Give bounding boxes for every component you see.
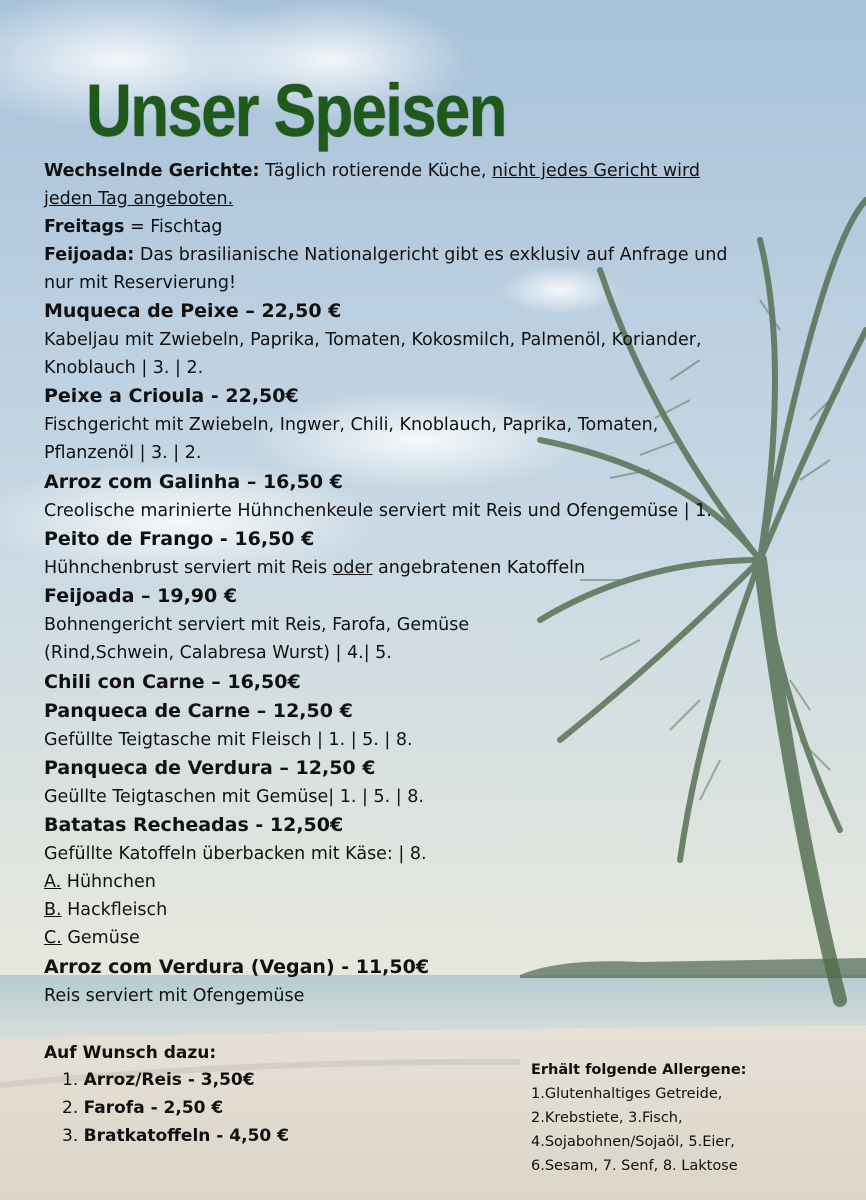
batatas-option-a <box>44 868 156 896</box>
intro-wechsel-line1 <box>44 157 700 185</box>
freitags-text: = Fischtag <box>130 217 223 237</box>
side-item-label: Arroz/Reis - 3,50€ <box>83 1070 255 1090</box>
allergen-line: 1.Glutenhaltiges Getreide, <box>531 1086 723 1102</box>
wechsel-note-line1: nicht jedes Gericht wird <box>492 161 701 181</box>
dish-desc-batatas: Gefüllte Katoffeln überbacken mit Käse: | 8. <box>44 844 427 864</box>
allergen-line: 2.Krebstiete, 3.Fisch, <box>531 1110 683 1126</box>
option-a-key: A. <box>44 872 62 892</box>
wechsel-note-line2: jeden Tag angeboten. <box>44 189 234 209</box>
side-item-3 <box>62 1126 289 1146</box>
side-item-1 <box>62 1070 255 1090</box>
dish-desc-feijoada-1: Bohnengericht serviert mit Reis, Farofa, Gemüse <box>44 615 470 635</box>
intro-feijoada-line1 <box>44 241 727 269</box>
dish-desc-crioula-2: Pflanzenöl | 3. | 2. <box>44 443 202 463</box>
dish-desc-galinha: Creolische marinierte Hühnchenkeule serviert mit Reis und Ofengemüse | 1. <box>44 501 712 521</box>
sides-heading: Auf Wunsch dazu: <box>44 1043 217 1063</box>
option-b-key: B. <box>44 900 62 920</box>
dish-title-muqueca: Muqueca de Peixe – 22,50 € <box>44 300 342 322</box>
wechsel-label: Wechselnde Gerichte: <box>44 161 260 181</box>
dish-desc-crioula-1: Fischgericht mit Zwiebeln, Ingwer, Chili, Knoblauch, Paprika, Tomaten, <box>44 415 659 435</box>
dish-desc-panqueca-carne: Gefüllte Teigtasche mit Fleisch | 1. | 5. | 8. <box>44 730 413 750</box>
dish-title-verdura: Arroz com Verdura (Vegan) - 11,50€ <box>44 956 430 978</box>
dish-desc-panqueca-verdura: Geüllte Teigtaschen mit Gemüse| 1. | 5. | 8. <box>44 787 424 807</box>
side-item-num: 3. <box>62 1126 79 1146</box>
dish-desc-muqueca-1: Kabeljau mit Zwiebeln, Paprika, Tomaten, Kokosmilch, Palmenöl, Koriander, <box>44 330 702 350</box>
dish-title-feijoada: Feijoada – 19,90 € <box>44 585 238 607</box>
allergen-line: 4.Sojabohnen/Sojaöl, 5.Eier, <box>531 1134 735 1150</box>
dish-title-crioula: Peixe a Crioula - 22,50€ <box>44 385 299 407</box>
batatas-option-b <box>44 896 167 924</box>
side-item-2 <box>62 1098 223 1118</box>
dish-desc-muqueca-2: Knoblauch | 3. | 2. <box>44 358 204 378</box>
allergen-line: 6.Sesam, 7. Senf, 8. Laktose <box>531 1158 738 1174</box>
dish-title-galinha: Arroz com Galinha – 16,50 € <box>44 471 343 493</box>
intro-feijoada-line2: nur mit Reservierung! <box>44 273 236 293</box>
side-item-num: 1. <box>62 1070 79 1090</box>
intro-wechsel-line2 <box>44 185 233 213</box>
side-item-num: 2. <box>62 1098 79 1118</box>
wechsel-text: Täglich rotierende Küche, <box>265 161 487 181</box>
feijoada-label: Feijoada: <box>44 245 135 265</box>
frango-desc-b: angebratenen Katoffeln <box>372 558 586 578</box>
allergen-heading: Erhält folgende Allergene: <box>531 1062 747 1078</box>
option-c-text: Gemüse <box>61 928 140 948</box>
feijoada-text-line1: Das brasilianische Nationalgericht gibt es exklusiv auf Anfrage und <box>139 245 728 265</box>
batatas-option-c <box>44 924 140 952</box>
dish-title-chili: Chili con Carne – 16,50€ <box>44 671 301 693</box>
side-item-label: Bratkatoffeln - 4,50 € <box>83 1126 289 1146</box>
dish-desc-frango <box>44 554 585 582</box>
option-c-key: C. <box>44 928 62 948</box>
page-title: Unser Speisen <box>86 69 506 152</box>
option-b-text: Hackfleisch <box>61 900 168 920</box>
frango-desc-a: Hühnchenbrust serviert mit Reis <box>44 558 333 578</box>
dish-desc-verdura: Reis serviert mit Ofengemüse <box>44 986 305 1006</box>
side-item-label: Farofa - 2,50 € <box>83 1098 224 1118</box>
dish-title-batatas: Batatas Recheadas - 12,50€ <box>44 814 344 836</box>
dish-title-panqueca-verdura: Panqueca de Verdura – 12,50 € <box>44 757 376 779</box>
freitags-label: Freitags <box>44 217 125 237</box>
frango-desc-oder: oder <box>332 558 373 578</box>
option-a-text: Hühnchen <box>61 872 156 892</box>
dish-title-panqueca-carne: Panqueca de Carne – 12,50 € <box>44 700 353 722</box>
dish-title-frango: Peito de Frango - 16,50 € <box>44 528 315 550</box>
intro-freitags <box>44 213 222 241</box>
dish-desc-feijoada-2: (Rind,Schwein, Calabresa Wurst) | 4.| 5. <box>44 643 392 663</box>
